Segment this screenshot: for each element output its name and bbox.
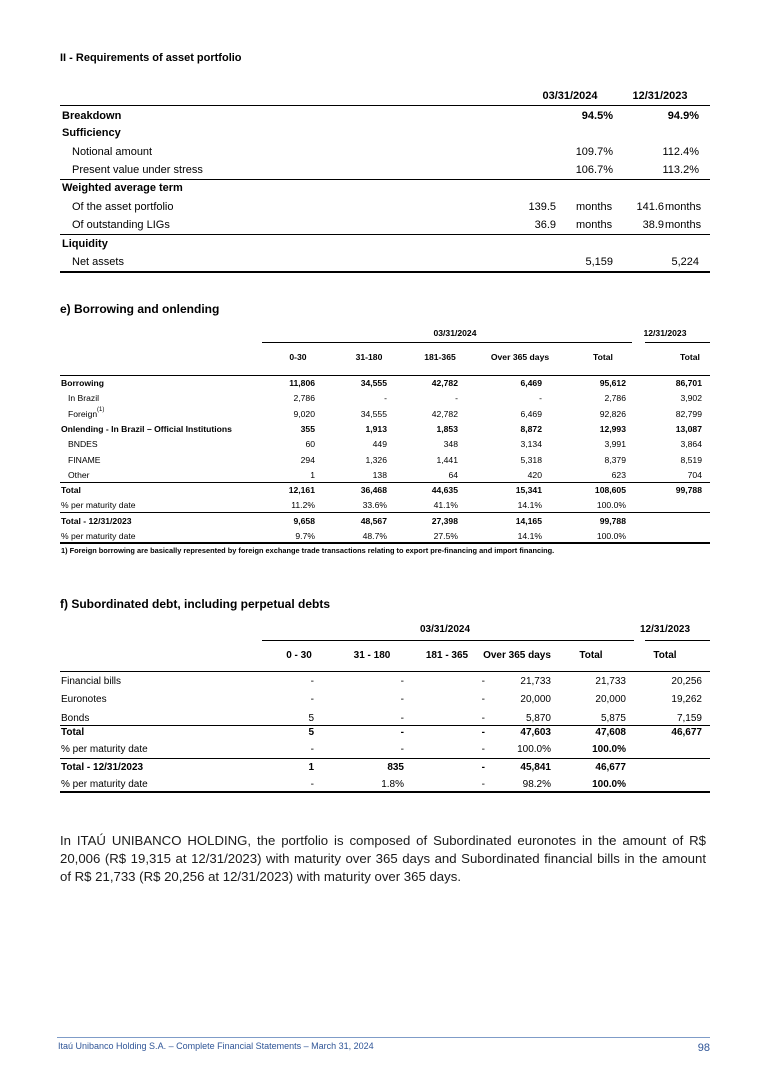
group-header-current: 03/31/2024 (419, 624, 471, 635)
table-cell: 95,612 (599, 378, 626, 388)
total-label: % per maturity date (61, 531, 136, 541)
total-cell: 9,658 (293, 516, 315, 526)
total-cell: 99,788 (599, 516, 626, 526)
table-cell: - (400, 694, 404, 706)
column-header: Total (579, 650, 603, 661)
row-label: BNDES (68, 439, 98, 450)
notional-label: Notional amount (72, 146, 153, 158)
total-cell: - (481, 779, 485, 790)
total-cell: 108,605 (594, 485, 626, 495)
liquidity-label: Liquidity (62, 238, 108, 250)
table-cell: 42,782 (431, 378, 458, 388)
total-cell: 11.2% (291, 500, 315, 510)
table-cell: 6,469 (520, 378, 542, 388)
table-cell: - (400, 676, 404, 687)
total-cell: 5 (308, 727, 314, 738)
table-cell: 34,555 (360, 378, 387, 388)
table-cell: 3,134 (520, 439, 542, 450)
total-cell: - (481, 727, 485, 738)
column-header: 181-365 (424, 352, 456, 362)
pv-stress-val-2: 113.2% (662, 164, 699, 176)
total-cell: - (310, 744, 314, 755)
total-cell: 1.8% (381, 779, 404, 790)
table-cell: 64 (448, 469, 458, 480)
total-cell: 9.7% (295, 531, 315, 541)
sufficiency-label: Sufficiency (62, 127, 121, 139)
row-label: Bonds (61, 712, 90, 724)
table-cell: 6,469 (520, 408, 542, 419)
ligs-term-val-2: 38.9 (642, 219, 664, 231)
table-cell: 5 (308, 712, 314, 724)
table-cell: - (310, 694, 314, 706)
row-label: Onlending - In Brazil – Official Institutions (61, 423, 232, 434)
table-cell: 34,555 (360, 408, 387, 419)
total-cell: 46,677 (595, 762, 626, 773)
table-cell: - (455, 393, 458, 404)
table-cell: 623 (611, 469, 626, 480)
table-cell: 21,733 (520, 676, 551, 687)
column-header: Over 365 days (490, 352, 550, 362)
table-cell: 13,087 (675, 423, 702, 434)
column-header: 181 - 365 (425, 650, 469, 661)
section-e-title: e) Borrowing and onlending (60, 302, 220, 316)
notional-val-2: 112.4% (662, 146, 699, 158)
table-cell: 92,826 (599, 408, 626, 419)
row-label: Euronotes (61, 694, 107, 706)
row-label: Borrowing (61, 378, 104, 388)
breakdown-val-1: 94.5% (581, 110, 613, 122)
table-cell: 3,864 (680, 439, 702, 450)
ligs-term-val-1: 36.9 (534, 219, 556, 231)
column-header: 0 - 30 (286, 650, 312, 661)
table-cell: 420 (527, 469, 542, 480)
group-header-prior: 12/31/2023 (639, 624, 691, 635)
table-cell: - (481, 676, 485, 687)
group-header-prior: 12/31/2023 (643, 328, 687, 338)
summary-paragraph: In ITAÚ UNIBANCO HOLDING, the portfolio is composed of Subordinated euronotes in the amount of R$ 20,006 (R$ 19,315 at 12/31/2023) with maturity over 365 days and Subordinated financial bills in the amount of R$ 21,733 (R$ 20,256 at 12/31/2023) with maturity over 365 days. (60, 833, 706, 884)
breakdown-label: Breakdown (62, 110, 122, 122)
total-label: Total (61, 485, 81, 495)
table-cell: 3,991 (604, 439, 626, 450)
total-cell: 100.0% (592, 744, 626, 755)
breakdown-val-2: 94.9% (667, 110, 699, 122)
total-cell: 835 (387, 762, 404, 773)
table-cell: - (384, 393, 387, 404)
asset-portfolio-term-unit-2: months (665, 201, 702, 213)
total-cell: 1 (308, 762, 314, 773)
column-header: 31-180 (355, 352, 383, 362)
total-cell: 47,603 (520, 727, 551, 738)
table-cell: 8,519 (680, 454, 702, 465)
total-label: % per maturity date (61, 779, 148, 790)
total-cell: 48.7% (362, 531, 387, 541)
total-cell: - (481, 744, 485, 755)
table-cell: 8,872 (520, 423, 542, 434)
total-label: Total - 12/31/2023 (61, 762, 144, 773)
column-header: Over 365 days (483, 650, 551, 661)
table-cell: - (539, 393, 542, 404)
table-cell: 86,701 (675, 378, 702, 388)
table-cell: 1,913 (365, 423, 387, 434)
total-cell: 45,841 (520, 762, 551, 773)
total-cell: 99,788 (675, 485, 702, 495)
table-cell: 20,000 (595, 694, 626, 706)
asset-portfolio-term-label: Of the asset portfolio (72, 201, 174, 213)
net-assets-val-1: 5,159 (585, 256, 613, 268)
total-cell: 41.1% (433, 500, 458, 510)
row-label: Financial bills (61, 676, 122, 687)
ligs-term-unit-1: months (576, 219, 613, 231)
table-cell: 8,379 (604, 454, 626, 465)
table-cell: 2,786 (604, 393, 626, 404)
footer-text: Itaú Unibanco Holding S.A. – Complete Financial Statements – March 31, 2024 (58, 1041, 374, 1051)
total-cell: 27.5% (433, 531, 458, 541)
section-ii-title: II - Requirements of asset portfolio (60, 52, 242, 64)
footnote-marker: (1) (97, 406, 105, 413)
section-f-title: f) Subordinated debt, including perpetual debts (60, 597, 330, 611)
total-cell: 14.1% (517, 531, 542, 541)
row-label: Other (68, 469, 90, 480)
table-cell: - (400, 712, 404, 724)
table-cell: 138 (372, 469, 387, 480)
table-cell: 704 (687, 469, 702, 480)
column-header: Total (653, 650, 677, 661)
table-cell: 82,799 (675, 408, 702, 419)
total-cell: 14.1% (517, 500, 542, 510)
ligs-term-label: Of outstanding LIGs (72, 219, 170, 231)
table-cell: 1,326 (365, 454, 387, 465)
total-cell: - (310, 779, 314, 790)
table-cell: 3,902 (680, 393, 702, 404)
table-cell: 21,733 (595, 676, 626, 687)
total-cell: 33.6% (362, 500, 387, 510)
total-cell: 47,608 (595, 727, 626, 738)
table-cell: 5,870 (525, 712, 551, 724)
weighted-label: Weighted average term (62, 182, 183, 194)
total-cell: 100.0% (596, 531, 626, 541)
total-cell: 27,398 (431, 516, 458, 526)
total-label: Total - 12/31/2023 (61, 516, 132, 526)
total-cell: 14,165 (515, 516, 542, 526)
pv-stress-label: Present value under stress (72, 164, 203, 176)
column-header: Total (680, 352, 700, 362)
table-cell: 1,853 (436, 423, 458, 434)
footnote: 1) Foreign borrowing are basically represented by foreign exchange trade transactions relating to export pre-financing and import financing. (61, 546, 555, 555)
total-cell: - (481, 762, 485, 773)
total-cell: 15,341 (515, 485, 542, 495)
total-cell: - (400, 727, 404, 738)
asset-portfolio-term-val-1: 139.5 (528, 201, 556, 213)
header-col-1: 03/31/2024 (542, 90, 598, 102)
table-cell: - (310, 676, 314, 687)
table-cell: - (481, 712, 485, 724)
notional-val-1: 109.7% (575, 146, 613, 158)
total-cell: 100.0% (596, 500, 626, 510)
table-cell: 60 (305, 439, 315, 450)
column-header: 0-30 (289, 352, 307, 362)
header-col-2: 12/31/2023 (632, 90, 688, 102)
total-label: Total (61, 727, 85, 738)
asset-portfolio-term-val-2: 141.6 (636, 201, 664, 213)
table-cell: 12,993 (599, 423, 626, 434)
total-cell: 44,635 (431, 485, 458, 495)
table-cell: 348 (443, 439, 458, 450)
table-cell: 20,000 (520, 694, 551, 706)
table-cell: 1 (310, 469, 315, 480)
asset-portfolio-term-unit-1: months (576, 201, 613, 213)
net-assets-val-2: 5,224 (671, 256, 699, 268)
table-cell: 449 (372, 439, 387, 450)
total-cell: - (400, 744, 404, 755)
total-cell: 12,161 (288, 485, 315, 495)
table-cell: 5,318 (520, 454, 542, 465)
column-header: Total (593, 352, 613, 362)
ligs-term-unit-2: months (665, 219, 702, 231)
table-cell: 42,782 (431, 408, 458, 419)
total-cell: 98.2% (522, 779, 551, 790)
row-label: In Brazil (68, 393, 100, 404)
total-cell: 48,567 (360, 516, 387, 526)
total-cell: 46,677 (671, 727, 702, 738)
table-cell: 1,441 (436, 454, 458, 465)
page-number: 98 (697, 1042, 710, 1054)
net-assets-label: Net assets (72, 256, 124, 268)
table-cell: 20,256 (671, 676, 702, 687)
table-cell: 355 (300, 423, 315, 434)
table-cell: 2,786 (293, 393, 315, 404)
row-label: Foreign (68, 408, 98, 419)
total-label: % per maturity date (61, 500, 136, 510)
table-cell: - (481, 694, 485, 706)
table-cell: 294 (300, 454, 315, 465)
table-cell: 7,159 (676, 712, 702, 724)
table-cell: 19,262 (671, 694, 702, 706)
table-cell: 11,806 (289, 378, 315, 388)
table-cell: 9,020 (293, 408, 315, 419)
total-cell: 100.0% (592, 779, 626, 790)
row-label: FINAME (68, 454, 101, 465)
column-header: 31 - 180 (353, 650, 391, 661)
total-cell: 100.0% (517, 744, 551, 755)
pv-stress-val-1: 106.7% (575, 164, 613, 176)
total-label: % per maturity date (61, 744, 148, 755)
total-cell: 36,468 (360, 485, 387, 495)
table-cell: 5,875 (600, 712, 626, 724)
group-header-current: 03/31/2024 (433, 328, 477, 338)
